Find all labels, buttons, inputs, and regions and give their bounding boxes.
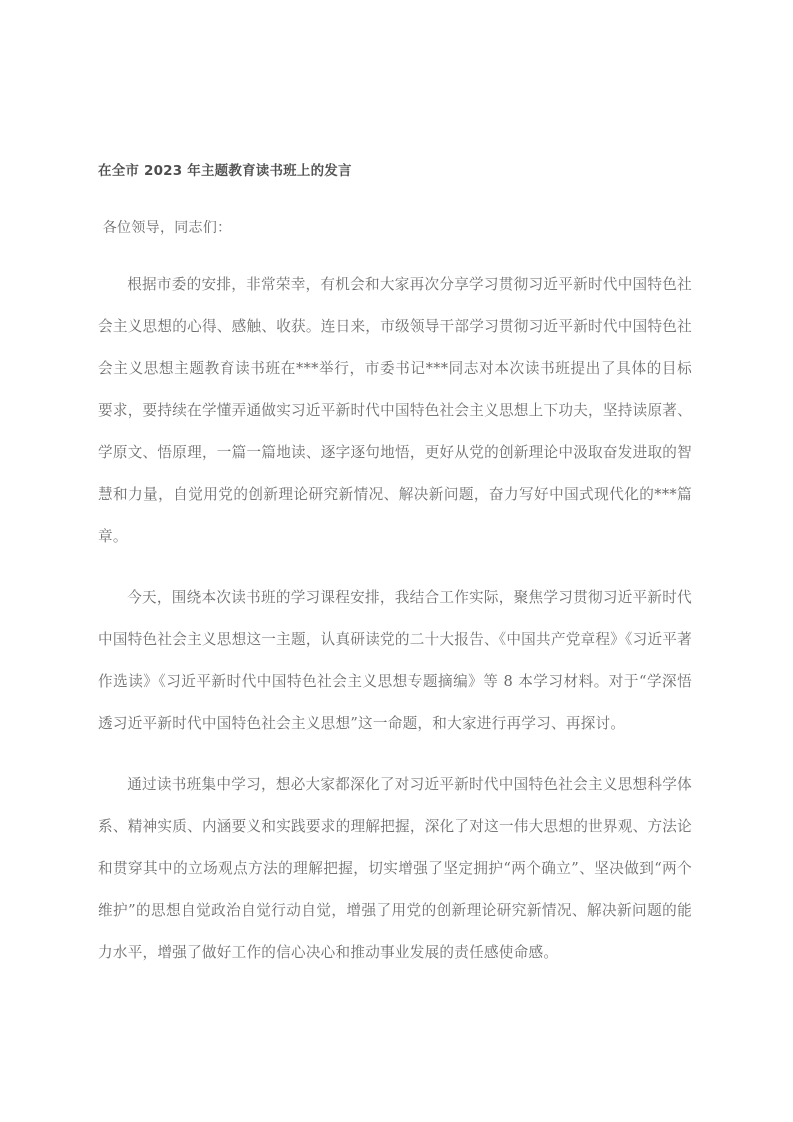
salutation-line: 各位领导，同志们：	[98, 220, 232, 236]
body-paragraph-2: 今天，围绕本次读书班的学习课程安排，我结合工作实际，聚焦学习贯彻习近平新时代中国特色社会主义思想这一主题，认真研读党的二十大报告、《中国共产党章程》《习近平著作选读》《习近平新时代中国特色社会主义思想专题摘编》等 8 本学习材料。对于“学深悟透习近平新时代中国特色社会主义思想”这一命题，和大家进行再学习、再探讨。	[98, 589, 692, 732]
body-paragraph-3: 通过读书班集中学习，想必大家都深化了对习近平新时代中国特色社会主义思想科学体系、精神实质、内涵要义和实践要求的理解把握，深化了对这一伟大思想的世界观、方法论和贯穿其中的立场观点方法的理解把握，切实增强了坚定拥护“两个确立”、坚决做到“两个维护”的思想自觉政治自觉行动自觉，增强了用党的创新理论研究新情况、解决新问题的能力水平，增强了做好工作的信心决心和推动事业发展的责任感使命感。	[98, 776, 692, 961]
page-title: 在全市 2023 年主题教育读书班上的发言	[98, 163, 352, 179]
body-paragraph-1: 根据市委的安排，非常荣幸，有机会和大家再次分享学习贯彻习近平新时代中国特色社会主义思想的心得、感触、收获。连日来，市级领导干部学习贯彻习近平新时代中国特色社会主义思想主题教育读书班在***举行，市委书记***同志对本次读书班提出了具体的目标要求，要持续在学懂弄通做实习近平新时代中国特色社会主义思想上下功夫，坚持读原著、学原文、悟原理，一篇一篇地读、逐字逐句地悟，更好从党的创新理论中汲取奋发进取的智慧和力量，自觉用党的创新理论研究新情况、解决新问题，奋力写好中国式现代化的***篇章。	[98, 276, 692, 545]
document-body	[98, 160, 692, 974]
